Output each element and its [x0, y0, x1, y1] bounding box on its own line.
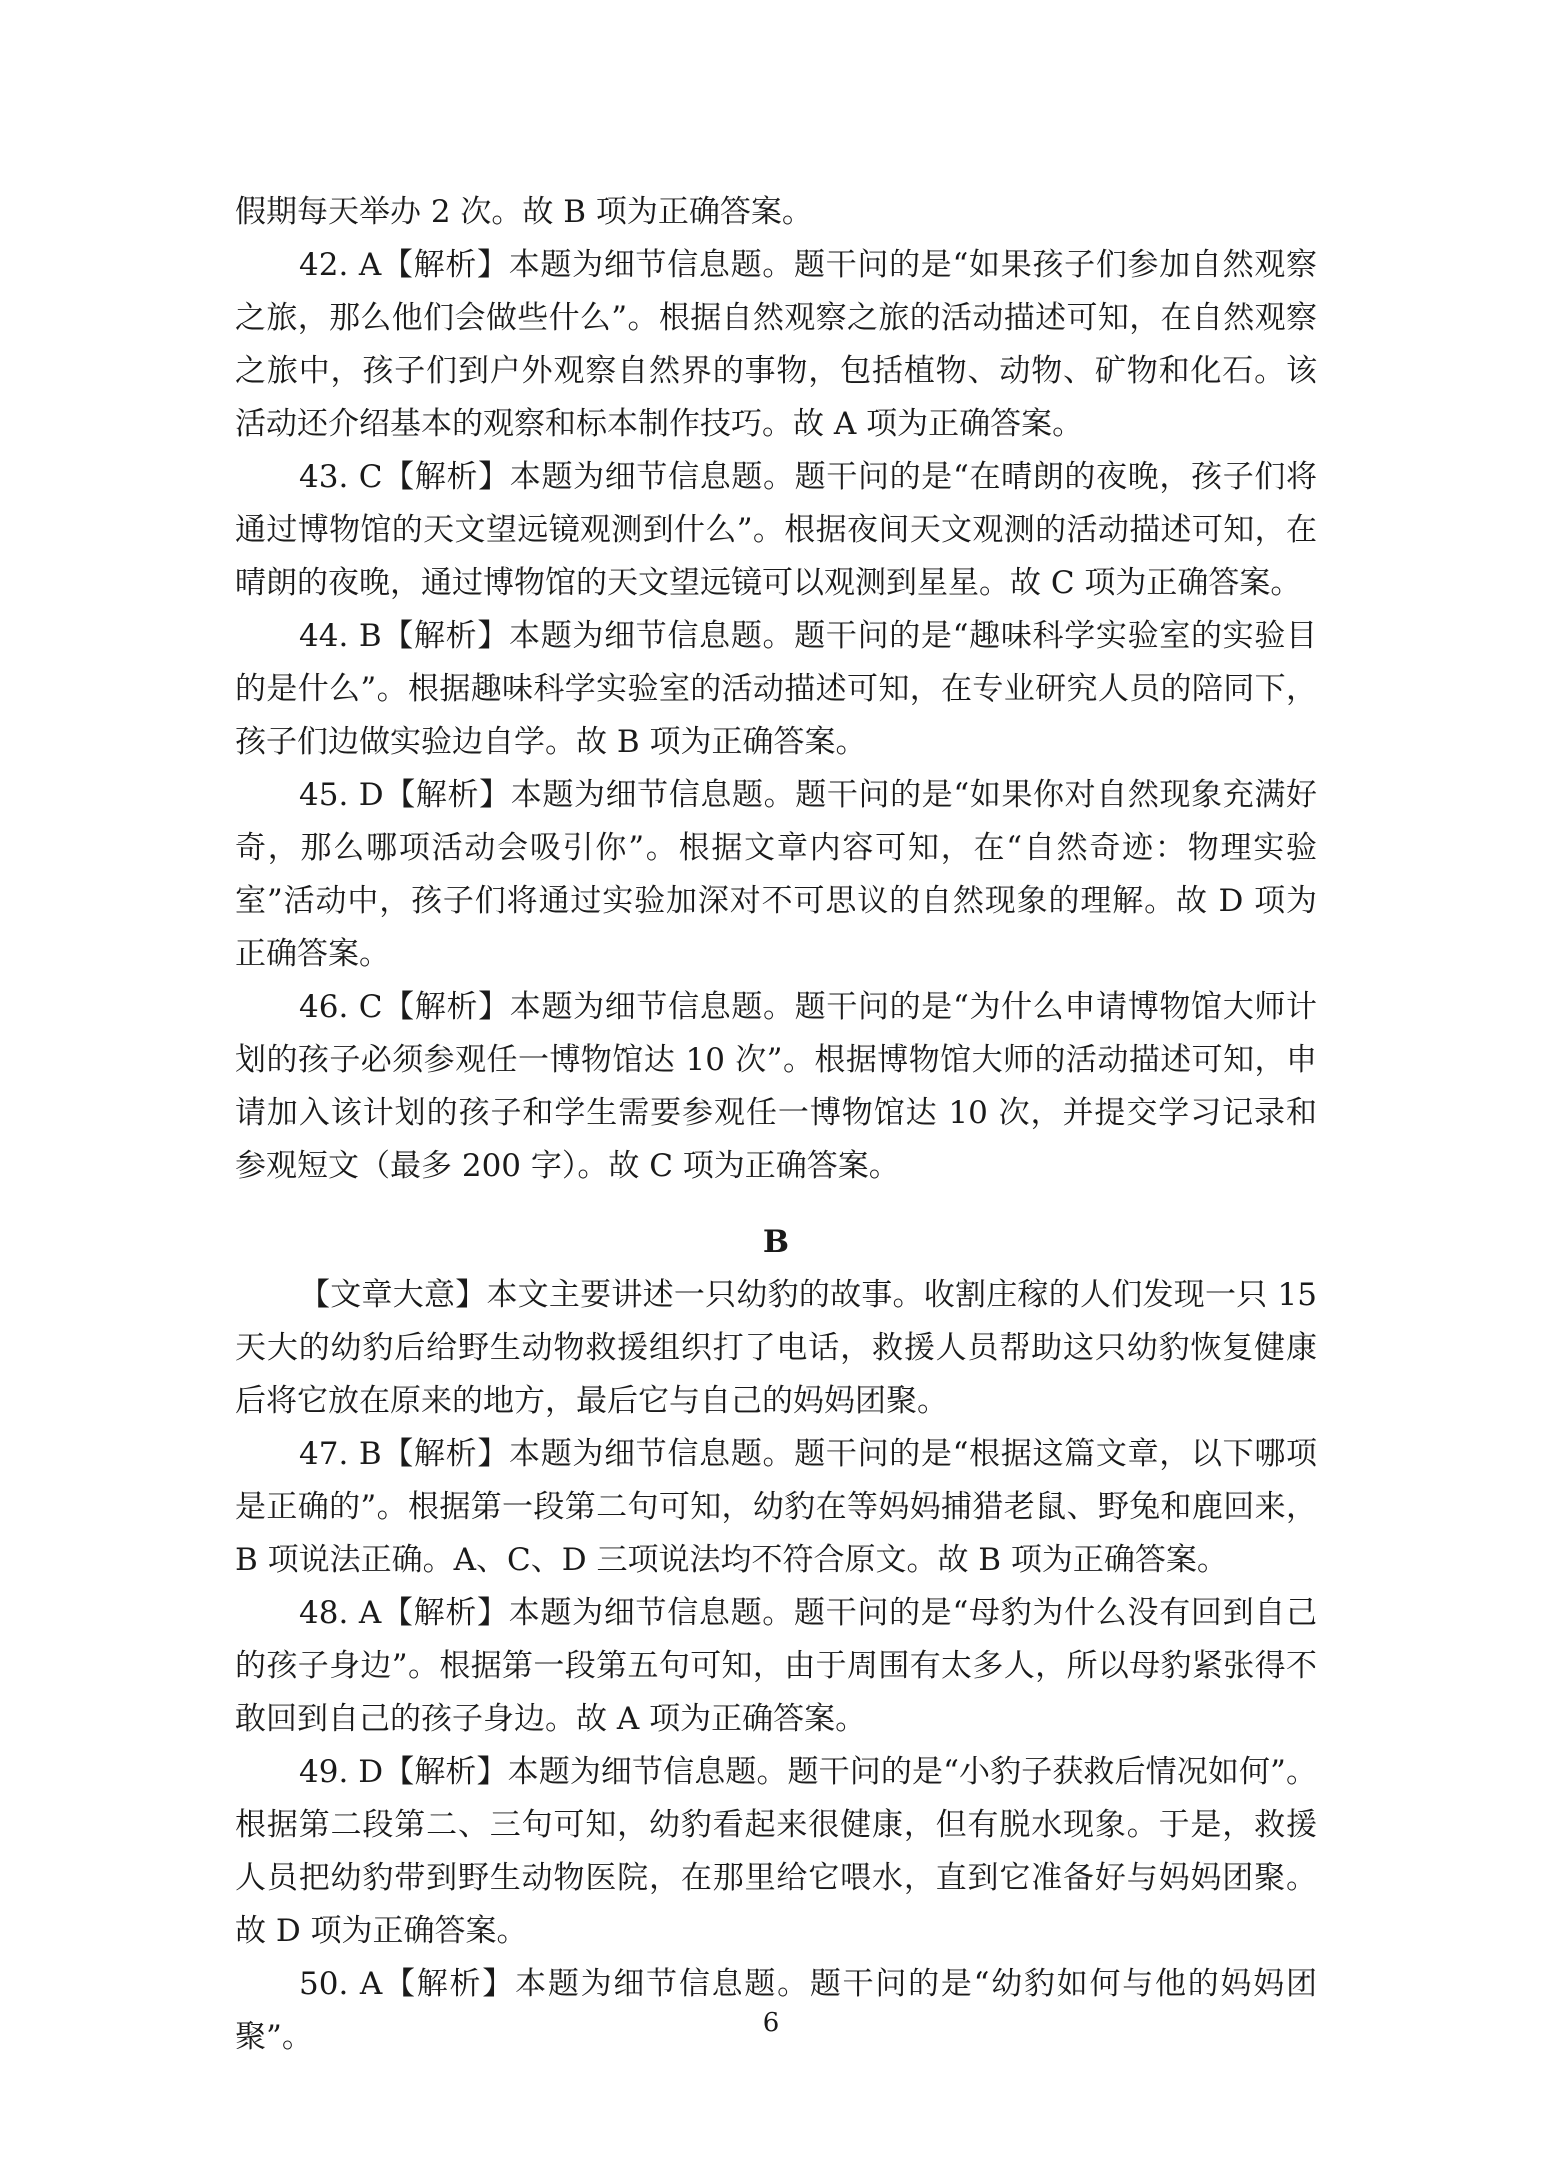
paragraph-answer-46: 46. C【解析】本题为细节信息题。题干问的是“为什么申请博物馆大师计划的孩子必须参观任一博物馆达 10 次”。根据博物馆大师的活动描述可知，申请加入该计划的孩子和学生需要参观任一博物馆达 10 次，并提交学习记录和参观短文（最多 200 字）。故 C 项为正确答案。	[235, 989, 1317, 1184]
paragraph-answer-47: 47. B【解析】本题为细节信息题。题干问的是“根据这篇文章，以下哪项是正确的”。根据第一段第二句可知，幼豹在等妈妈捕猎老鼠、野兔和鹿回来，B 项说法正确。A、C、D 三项说法均不符合原文。故 B 项为正确答案。	[235, 1436, 1317, 1578]
section-heading-b: B	[762, 1224, 790, 1260]
paragraph-answer-42: 42. A【解析】本题为细节信息题。题干问的是“如果孩子们参加自然观察之旅，那么他们会做些什么”。根据自然观察之旅的活动描述可知，在自然观察之旅中，孩子们到户外观察自然界的事物，包括植物、动物、矿物和化石。该活动还介绍基本的观察和标本制作技巧。故 A 项为正确答案。	[235, 247, 1317, 442]
paragraph-continuation: 假期每天举办 2 次。故 B 项为正确答案。	[235, 194, 813, 230]
paragraph-summary: 【文章大意】本文主要讲述一只幼豹的故事。收割庄稼的人们发现一只 15 天大的幼豹后给野生动物救援组织打了电话，救援人员帮助这只幼豹恢复健康后将它放在原来的地方，最后它与自己的妈妈团聚。	[235, 1277, 1317, 1419]
paragraph-answer-43: 43. C【解析】本题为细节信息题。题干问的是“在晴朗的夜晚，孩子们将通过博物馆的天文望远镜观测到什么”。根据夜间天文观测的活动描述可知，在晴朗的夜晚，通过博物馆的天文望远镜可以观测到星星。故 C 项为正确答案。	[235, 459, 1317, 601]
answer-explanations-part-b	[235, 1269, 1317, 2064]
paragraph-answer-48: 48. A【解析】本题为细节信息题。题干问的是“母豹为什么没有回到自己的孩子身边”。根据第一段第五句可知，由于周围有太多人，所以母豹紧张得不敢回到自己的孩子身边。故 A 项为正确答案。	[235, 1595, 1317, 1737]
answer-explanations-part-a	[235, 186, 1317, 1193]
paragraph-answer-45: 45. D【解析】本题为细节信息题。题干问的是“如果你对自然现象充满好奇，那么哪项活动会吸引你”。根据文章内容可知，在“自然奇迹：物理实验室”活动中，孩子们将通过实验加深对不可思议的自然现象的理解。故 D 项为正确答案。	[235, 777, 1317, 972]
paragraph-answer-49: 49. D【解析】本题为细节信息题。题干问的是“小豹子获救后情况如何”。根据第二段第二、三句可知，幼豹看起来很健康，但有脱水现象。于是，救援人员把幼豹带到野生动物医院，在那里给它喂水，直到它准备好与妈妈团聚。故 D 项为正确答案。	[235, 1754, 1317, 1949]
paragraph-answer-50: 50. A【解析】本题为细节信息题。题干问的是“幼豹如何与他的妈妈团聚”。	[235, 1966, 1317, 2055]
paragraph-answer-44: 44. B【解析】本题为细节信息题。题干问的是“趣味科学实验室的实验目的是什么”。根据趣味科学实验室的活动描述可知，在专业研究人员的陪同下，孩子们边做实验边自学。故 B 项为正确答案。	[235, 618, 1317, 760]
page-number: 6	[762, 2008, 780, 2038]
document-page	[235, 186, 1317, 2064]
